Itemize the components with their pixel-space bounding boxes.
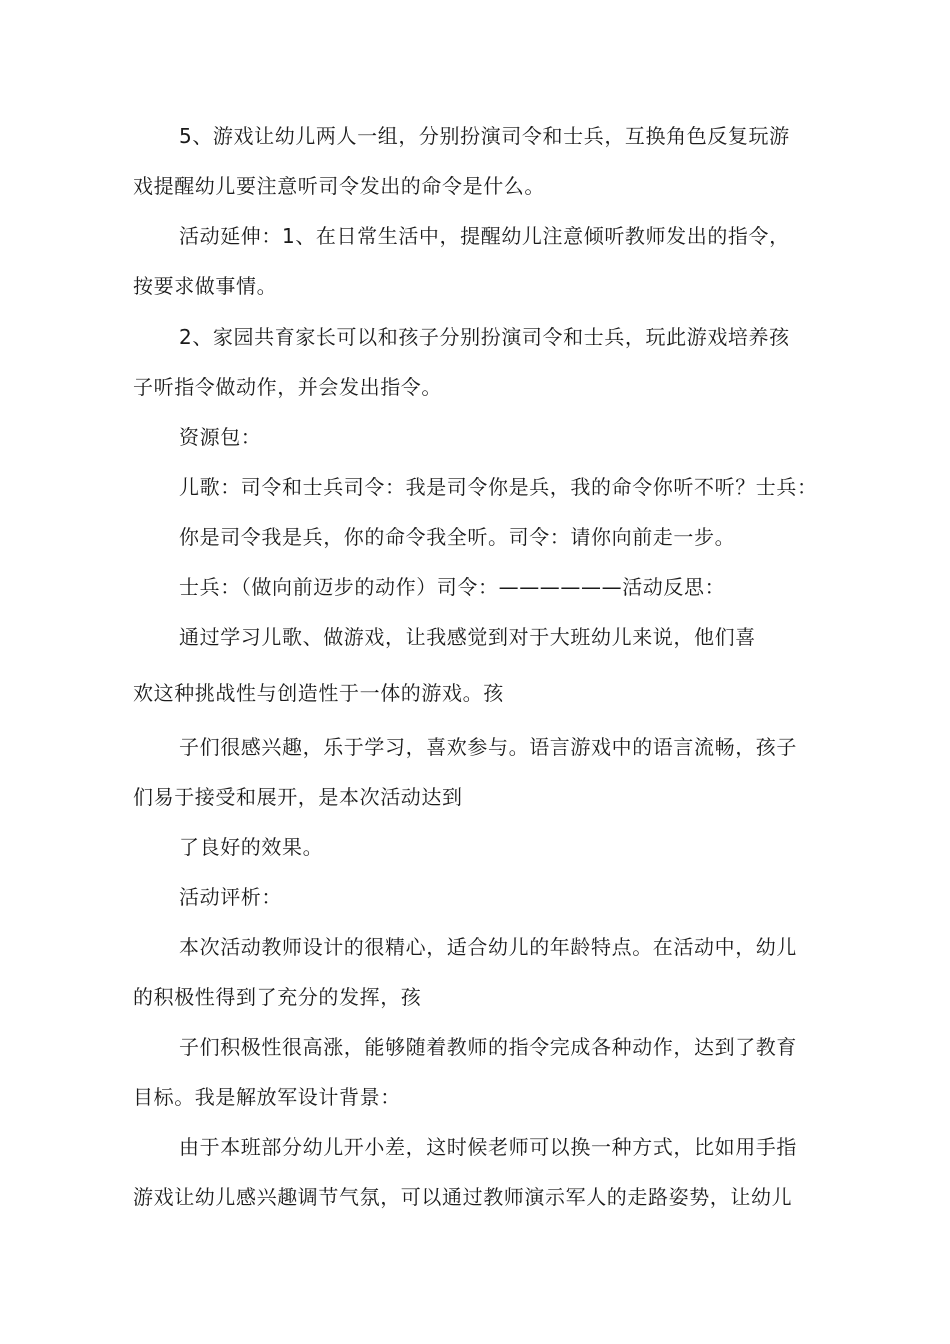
- text-line: 士兵：（做向前迈步的动作）司令：——————活动反思：: [179, 575, 726, 599]
- text-line: 2、家园共育家长可以和孩子分别扮演司令和士兵，玩此游戏培养孩: [179, 325, 790, 349]
- text-line: 资源包：: [179, 425, 262, 449]
- text-line: 活动评析：: [179, 885, 282, 909]
- text-line: 5、游戏让幼儿两人一组，分别扮演司令和士兵，互换角色反复玩游: [179, 124, 790, 148]
- text-line: 子们很感兴趣，乐于学习，喜欢参与。语言游戏中的语言流畅，孩子: [179, 735, 797, 759]
- text-line: 按要求做事情。: [133, 274, 278, 298]
- text-line: 欢这种挑战性与创造性于一体的游戏。孩: [133, 681, 504, 705]
- text-line: 游戏让幼儿感兴趣调节气氛，可以通过教师演示军人的走路姿势，让幼儿: [133, 1185, 793, 1209]
- text-line: 子听指令做动作，并会发出指令。: [133, 375, 442, 399]
- text-line: 了良好的效果。: [179, 835, 324, 859]
- text-line: 由于本班部分幼儿开小差，这时候老师可以换一种方式，比如用手指: [179, 1135, 797, 1159]
- text-line: 你是司令我是兵，你的命令我全听。司令：请你向前走一步。: [179, 525, 736, 549]
- text-line: 目标。我是解放军设计背景：: [133, 1085, 401, 1109]
- text-line: 本次活动教师设计的很精心，适合幼儿的年龄特点。在活动中，幼儿: [179, 935, 797, 959]
- text-line: 通过学习儿歌、做游戏，让我感觉到对于大班幼儿来说，他们喜: [179, 625, 756, 649]
- text-line: 儿歌：司令和士兵司令：我是司令你是兵，我的命令你听不听？士兵：: [179, 475, 818, 499]
- text-line: 戏提醒幼儿要注意听司令发出的命令是什么。: [133, 174, 545, 198]
- text-line: 活动延伸：1、在日常生活中，提醒幼儿注意倾听教师发出的指令，: [179, 224, 790, 248]
- text-line: 的积极性得到了充分的发挥，孩: [133, 985, 422, 1009]
- text-line: 子们积极性很高涨，能够随着教师的指令完成各种动作，达到了教育: [179, 1035, 797, 1059]
- text-line: 们易于接受和展开，是本次活动达到: [133, 785, 463, 809]
